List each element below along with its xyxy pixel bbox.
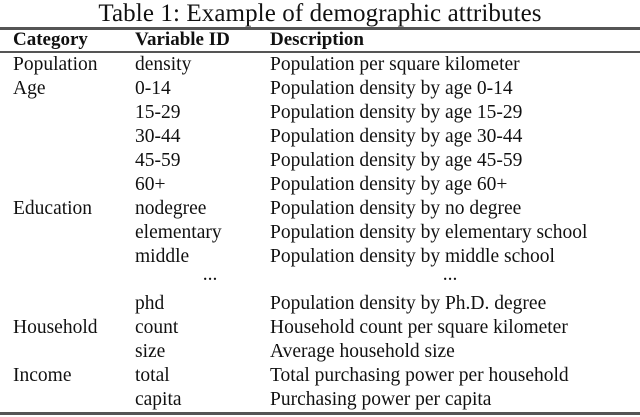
table-row: [0, 77, 640, 101]
table-row-ellipsis: [0, 265, 640, 285]
cell-description: Population per square kilometer: [270, 54, 520, 75]
bottom-rule: [0, 412, 640, 415]
cell-variable: size: [135, 341, 166, 362]
cell-description: Population density by age 0-14: [270, 78, 513, 99]
cell-variable: 15-29: [135, 102, 181, 123]
cell-variable: 0-14: [135, 78, 171, 99]
cell-variable: nodegree: [135, 198, 207, 219]
cell-variable: middle: [135, 246, 190, 267]
cell-variable: count: [135, 317, 179, 338]
cell-variable: 45-59: [135, 150, 181, 171]
cell-description: Population density by Ph.D. degree: [270, 293, 547, 314]
cell-description: Population density by elementary school: [270, 222, 588, 243]
cell-variable: elementary: [135, 222, 222, 243]
cell-description: Household count per square kilometer: [270, 317, 568, 338]
table-row: [0, 364, 640, 388]
table-row: [0, 221, 640, 245]
header-variable-id: Variable ID: [135, 29, 230, 50]
table-row: [0, 197, 640, 221]
table-row: [0, 340, 640, 364]
table-row: [0, 292, 640, 316]
table-row: [0, 149, 640, 173]
cell-description: Population density by no degree: [270, 198, 522, 219]
cell-variable: density: [135, 54, 192, 75]
cell-variable: phd: [135, 293, 165, 314]
table-row: [0, 173, 640, 197]
table-row: [0, 53, 640, 77]
table-row: [0, 316, 640, 340]
cell-description: Average household size: [270, 341, 455, 362]
cell-category: Household: [13, 317, 98, 338]
cell-variable: 60+: [135, 174, 166, 195]
cell-description: Total purchasing power per household: [270, 365, 569, 386]
cell-description: Purchasing power per capita: [270, 389, 492, 410]
cell-variable: 30-44: [135, 126, 181, 147]
cell-category: Age: [13, 78, 46, 99]
cell-description: Population density by age 45-59: [270, 150, 523, 171]
table-caption: Table 1: Example of demographic attributes: [98, 0, 542, 27]
cell-description: Population density by age 15-29: [270, 102, 523, 123]
cell-description: Population density by middle school: [270, 246, 555, 267]
table-row: [0, 125, 640, 149]
table-row: [0, 101, 640, 125]
cell-description-ellipsis: ...: [442, 264, 458, 285]
cell-category: Income: [13, 365, 72, 386]
cell-category: Education: [13, 198, 93, 219]
header-description: Description: [270, 29, 364, 50]
cell-category: Population: [13, 54, 98, 75]
header-category: Category: [13, 29, 88, 50]
cell-variable: total: [135, 365, 170, 386]
cell-variable-ellipsis: ...: [202, 264, 218, 285]
cell-description: Population density by age 60+: [270, 174, 508, 195]
cell-variable: capita: [135, 389, 182, 410]
cell-description: Population density by age 30-44: [270, 126, 523, 147]
table-row: [0, 388, 640, 412]
